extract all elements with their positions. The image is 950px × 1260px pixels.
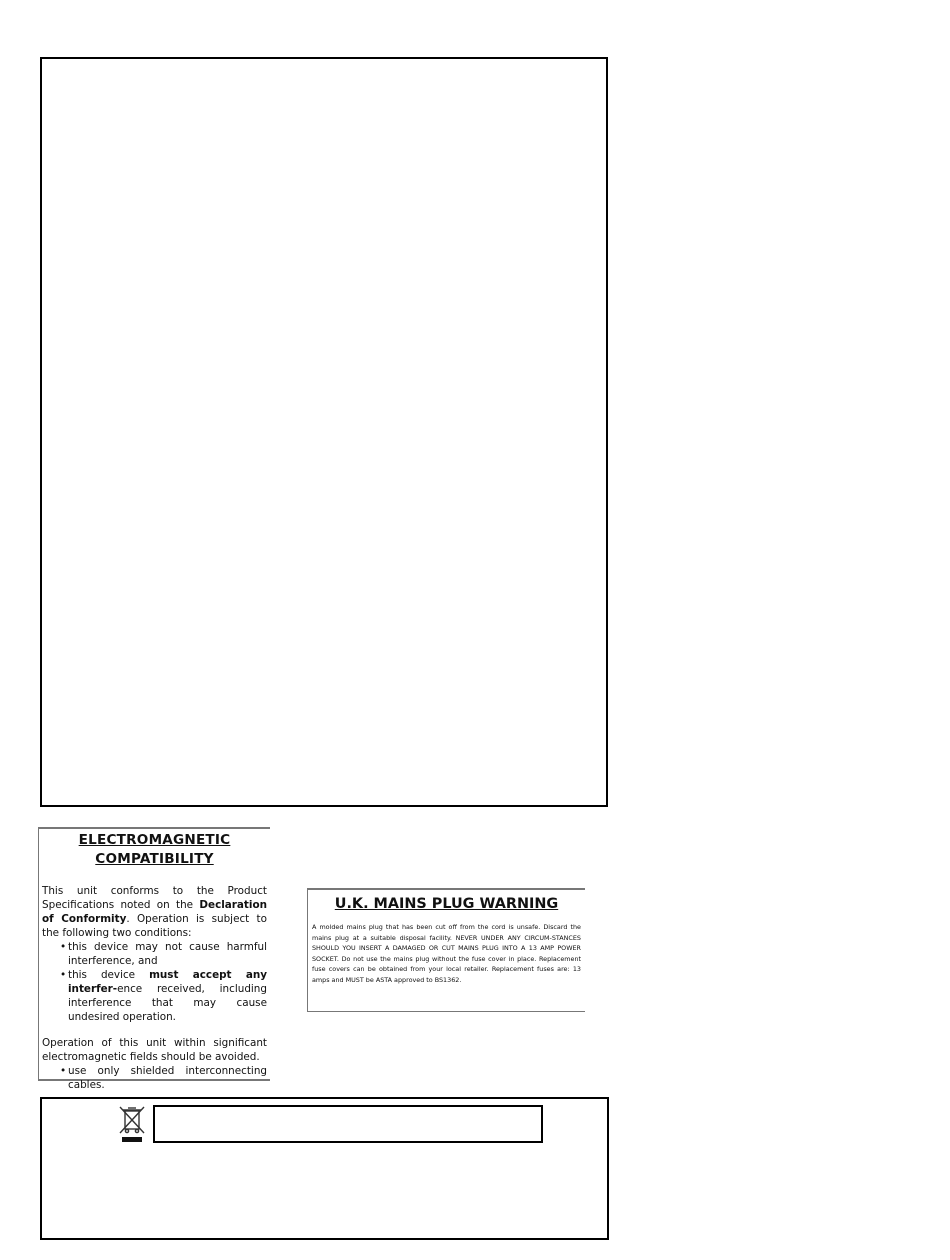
uk-warning-text: A molded mains plug that has been cut off from the cord is unsafe. Discard the mains plug at a suitable disposal facility. NEVER UNDER ANY CIRCUM-STANCES SHOULD YOU INSERT A DAMAGED OR CUT MAINS PLUG INTO A 13 AMP POWER SOCKET. Do not use the mains plug without the fuse cover in place. Replacement fuse covers can be obtained from your local retailer. Replacement fuses are: 13 amps and MUST be ASTA approved to BS1362. <box>312 923 581 984</box>
emc-paragraph-1: This unit conforms to the Product Specifications noted on the Declaration of Conformity. Operation is subject to the following two conditions: <box>42 885 267 939</box>
emc-cable-list <box>42 1064 267 1092</box>
emc-condition-1: • this device may not cause harmful interference, and <box>62 940 267 968</box>
uk-mains-plug-warning <box>307 888 585 1012</box>
emc-paragraph-2: Operation of this unit within significant electromagnetic fields should be avoided. <box>42 1037 267 1063</box>
emc-condition-2: • this device must accept any interfer-ence received, including interference that may cause undesired operation. <box>62 968 267 1024</box>
crossed-out-wheelie-bin-icon <box>117 1104 147 1144</box>
emc-title-line-2: COMPATIBILITY <box>95 851 214 867</box>
weee-label-box <box>153 1105 543 1143</box>
blank-content-frame <box>40 57 608 807</box>
uk-warning-title: U.K. MAINS PLUG WARNING <box>334 896 559 912</box>
weee-disposal-frame <box>40 1097 609 1240</box>
emc-notice <box>38 827 270 1091</box>
emc-title <box>42 831 267 869</box>
emc-cable-note: • use only shielded interconnecting cables. <box>62 1064 267 1092</box>
emc-title-line-1: ELECTROMAGNETIC <box>78 832 231 848</box>
emc-conditions-list <box>42 940 267 1024</box>
